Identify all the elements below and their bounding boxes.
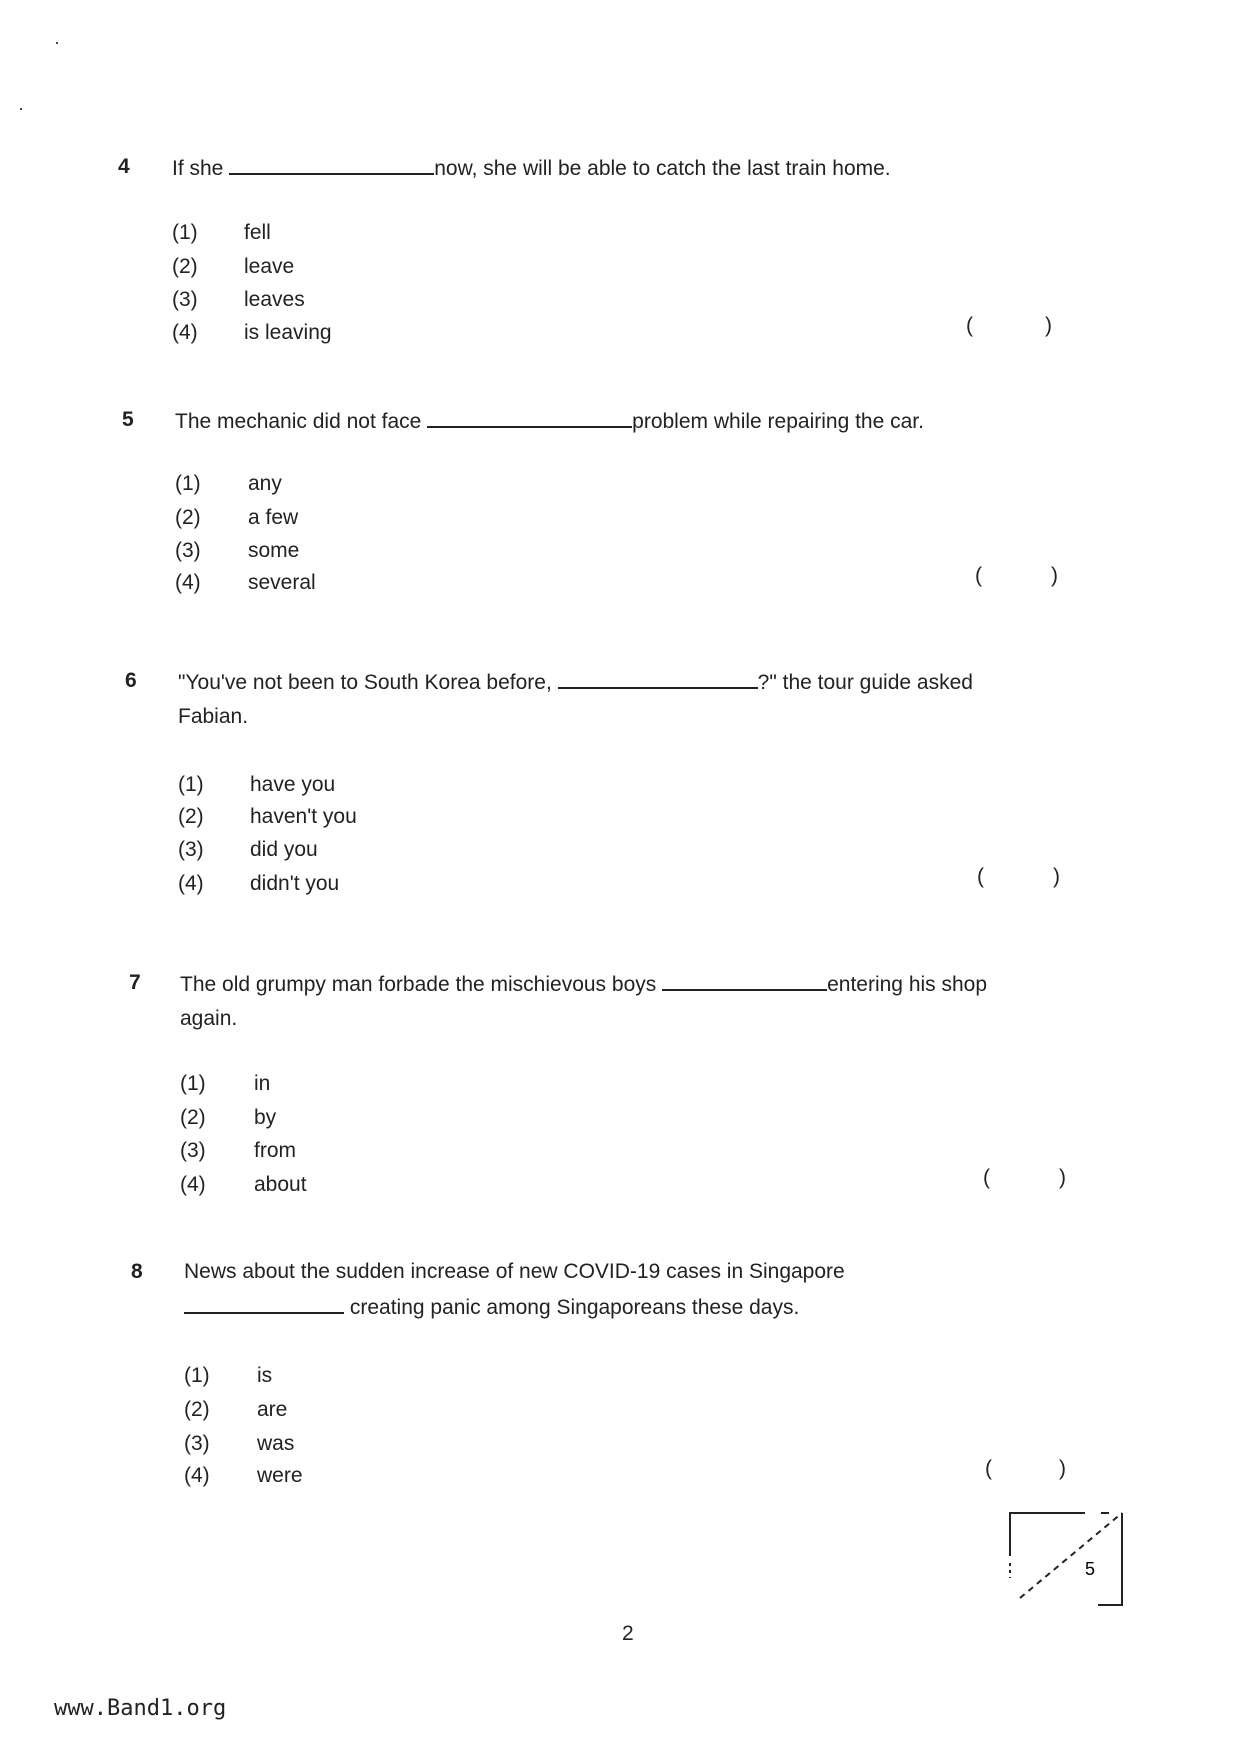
option-number: (1) — [184, 1364, 210, 1387]
option-text[interactable]: were — [257, 1464, 303, 1487]
option-number: (1) — [175, 472, 201, 495]
question-number: 5 — [122, 408, 134, 431]
option-number: (2) — [172, 255, 198, 278]
option-text[interactable]: fell — [244, 221, 271, 244]
footer-url: www.Band1.org — [54, 1696, 227, 1721]
stem-after: ?" the tour guide asked — [757, 671, 973, 694]
stem-after: problem while repairing the car. — [632, 410, 924, 433]
option-number: (1) — [180, 1072, 206, 1095]
option-text[interactable]: about — [254, 1173, 307, 1196]
question-stem-line2: again. — [180, 1007, 238, 1030]
option-text[interactable]: did you — [250, 838, 318, 861]
stem-before: The old grumpy man forbade the mischievous boys — [180, 973, 657, 996]
question-number: 4 — [118, 155, 130, 178]
option-number: (3) — [172, 288, 198, 311]
question-stem-line2 — [184, 1294, 799, 1320]
stray-mark — [56, 42, 58, 44]
option-text[interactable]: some — [248, 539, 300, 562]
stem-before: "You've not been to South Korea before, — [178, 671, 552, 694]
option-text[interactable]: didn't you — [250, 872, 340, 895]
option-text[interactable]: is — [257, 1364, 273, 1387]
answer-bracket-close[interactable]: ) — [1051, 564, 1058, 587]
answer-bracket-open[interactable]: ( — [985, 1457, 992, 1480]
option-text[interactable]: a few — [248, 506, 299, 529]
option-text[interactable]: several — [248, 571, 316, 594]
option-number: (2) — [180, 1106, 206, 1129]
option-text[interactable]: any — [248, 472, 282, 495]
option-number: (3) — [175, 539, 201, 562]
option-text[interactable]: in — [254, 1072, 271, 1095]
option-number: (3) — [184, 1432, 210, 1455]
question-stem — [178, 669, 973, 695]
option-text[interactable]: have you — [250, 773, 336, 796]
answer-blank — [558, 669, 758, 689]
stem-line2-text: creating panic among Singaporeans these days. — [349, 1296, 800, 1319]
option-number: (4) — [175, 571, 201, 594]
option-text[interactable]: by — [254, 1106, 277, 1129]
answer-bracket-close[interactable]: ) — [1045, 314, 1052, 337]
answer-blank — [662, 971, 827, 991]
answer-bracket-open[interactable]: ( — [975, 564, 982, 587]
option-text[interactable]: leaves — [244, 288, 305, 311]
question-stem-line2: Fabian. — [178, 705, 249, 728]
stem-after: now, she will be able to catch the last train home. — [434, 157, 891, 180]
option-number: (2) — [175, 506, 201, 529]
option-number: (2) — [184, 1398, 210, 1421]
option-text[interactable]: leave — [244, 255, 295, 278]
option-number: (1) — [178, 773, 204, 796]
answer-blank — [229, 155, 434, 175]
answer-bracket-close[interactable]: ) — [1053, 865, 1060, 888]
page-number: 2 — [622, 1622, 634, 1645]
question-stem — [175, 408, 924, 434]
option-number: (4) — [172, 321, 198, 344]
option-number: (4) — [178, 872, 204, 895]
score-box — [1005, 1508, 1130, 1610]
option-number: (2) — [178, 805, 204, 828]
stray-mark — [20, 108, 22, 110]
question-stem — [172, 155, 891, 181]
answer-bracket-open[interactable]: ( — [966, 314, 973, 337]
option-number: (3) — [178, 838, 204, 861]
option-text[interactable]: is leaving — [244, 321, 332, 344]
option-text[interactable]: are — [257, 1398, 288, 1421]
stem-after: entering his shop — [827, 973, 988, 996]
answer-bracket-open[interactable]: ( — [977, 865, 984, 888]
stem-before: The mechanic did not face — [175, 410, 422, 433]
score: 5 — [1085, 1559, 1096, 1579]
question-stem — [180, 971, 987, 997]
question-number: 6 — [125, 669, 137, 692]
question-number: 8 — [131, 1260, 143, 1283]
stem-before: If she — [172, 157, 224, 180]
option-text[interactable]: haven't you — [250, 805, 357, 828]
option-text[interactable]: from — [254, 1139, 296, 1162]
option-text[interactable]: was — [257, 1432, 295, 1455]
answer-blank — [184, 1294, 344, 1314]
option-number: (4) — [180, 1173, 206, 1196]
question-stem: News about the sudden increase of new COVID-19 cases in Singapore — [184, 1260, 845, 1283]
answer-bracket-close[interactable]: ) — [1059, 1457, 1066, 1480]
answer-bracket-open[interactable]: ( — [983, 1166, 990, 1189]
option-number: (4) — [184, 1464, 210, 1487]
question-number: 7 — [129, 971, 141, 994]
option-number: (3) — [180, 1139, 206, 1162]
answer-blank — [427, 408, 632, 428]
option-number: (1) — [172, 221, 198, 244]
answer-bracket-close[interactable]: ) — [1059, 1166, 1066, 1189]
